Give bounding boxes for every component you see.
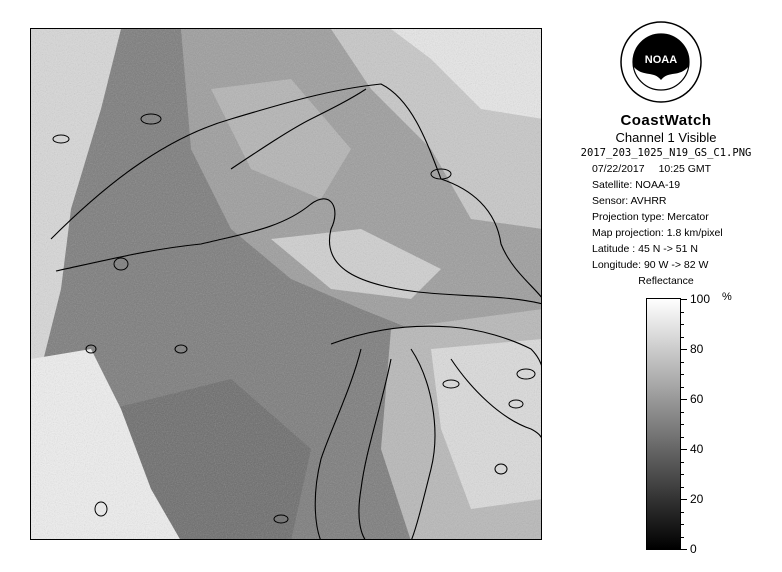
colorbar-tick xyxy=(681,312,684,313)
texture xyxy=(31,29,542,540)
colorbar-tick xyxy=(681,374,684,375)
colorbar-tick-label: 40 xyxy=(690,442,704,456)
colorbar-tick xyxy=(681,387,684,388)
latitude-range: Latitude : 45 N -> 51 N xyxy=(592,243,698,255)
projection-type: Projection type: Mercator xyxy=(592,211,709,223)
map-projection: Map projection: 1.8 km/pixel xyxy=(592,227,723,239)
colorbar-tick xyxy=(681,437,684,438)
satellite-map-image xyxy=(30,28,542,540)
colorbar-tick xyxy=(681,549,687,550)
colorbar-tick xyxy=(681,324,684,325)
legend-title: Reflectance xyxy=(638,275,694,287)
colorbar-tick-label: 60 xyxy=(690,392,704,406)
colorbar-tick-label: 80 xyxy=(690,342,704,356)
time-value: 10:25 GMT xyxy=(658,163,712,175)
colorbar-tick xyxy=(681,299,687,300)
colorbar-tick xyxy=(681,462,684,463)
colorbar-tick xyxy=(681,399,687,400)
colorbar-tick xyxy=(681,424,684,425)
colorbar-tick xyxy=(681,512,684,513)
image-filename: 2017_203_1025_N19_GS_C1.PNG xyxy=(580,147,752,159)
longitude-range: Longitude: 90 W -> 82 W xyxy=(592,259,709,271)
logo-text: NOAA xyxy=(644,54,678,66)
colorbar-tick xyxy=(681,412,684,413)
colorbar-tick xyxy=(681,362,684,363)
acquisition-datetime xyxy=(592,163,711,175)
date-value: 07/22/2017 xyxy=(592,163,645,175)
sensor-info: Sensor: AVHRR xyxy=(592,195,667,207)
colorbar-tick xyxy=(681,487,684,488)
satellite-info: Satellite: NOAA-19 xyxy=(592,179,681,191)
colorbar-tick xyxy=(681,524,684,525)
colorbar-tick-label: 0 xyxy=(690,542,697,556)
colorbar-tick xyxy=(681,474,684,475)
legend-unit: % xyxy=(722,291,732,303)
channel-subtitle: Channel 1 Visible xyxy=(615,130,717,145)
colorbar-tick xyxy=(681,537,684,538)
colorbar-tick xyxy=(681,337,684,338)
colorbar-tick-label: 100 xyxy=(690,292,711,306)
colorbar-tick xyxy=(681,349,687,350)
noaa-logo xyxy=(619,20,703,104)
colorbar-tick xyxy=(681,499,687,500)
reflectance-colorbar xyxy=(646,298,681,550)
colorbar-tick xyxy=(681,449,687,450)
app-title: CoastWatch xyxy=(620,112,712,129)
colorbar-tick-label: 20 xyxy=(690,492,704,506)
